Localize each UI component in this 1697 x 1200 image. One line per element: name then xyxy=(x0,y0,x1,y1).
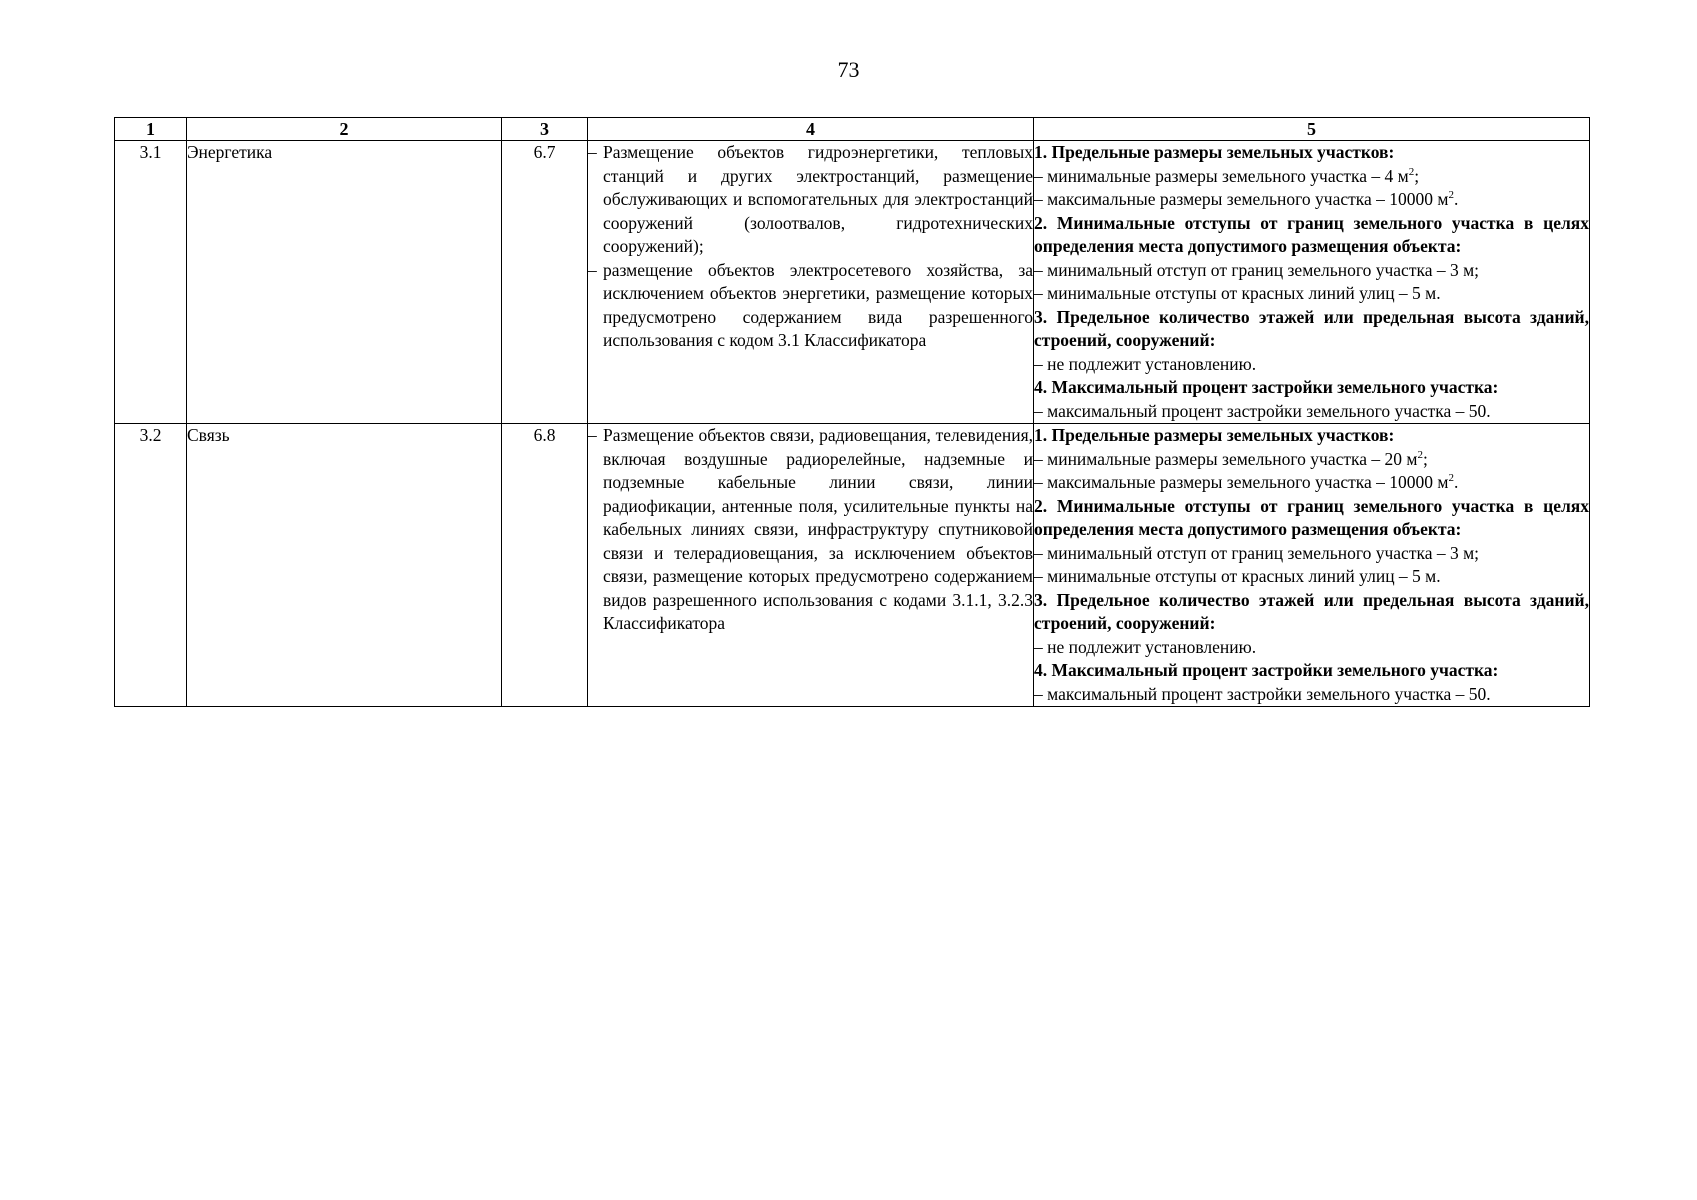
land-use-table xyxy=(114,117,1590,707)
param-heading: 3. Предельное количество этажей или предельная высота зданий, строений, сооружений: xyxy=(1034,589,1589,633)
header-col-3: 3 xyxy=(502,118,588,141)
header-col-4: 4 xyxy=(588,118,1034,141)
description-item: – Размещение объектов гидроэнергетики, тепловых станций и других электростанций, размещение обслуживающих и вспомогательных для электростанций сооружений (золоотвалов, гидротехнических сооружений); xyxy=(588,142,1033,256)
land-use-description xyxy=(588,141,1034,424)
param-line: – максимальные размеры земельного участка – 10000 $м^2$. xyxy=(1034,189,1459,209)
table-row xyxy=(115,424,1590,707)
row-number: 3.2 xyxy=(115,424,187,707)
header-col-5: 5 xyxy=(1034,118,1590,141)
param-heading: 2. Минимальные отступы от границ земельного участка в целях определения места допустимого размещения объекта: xyxy=(1034,212,1589,256)
param-line: – не подлежит установлению. xyxy=(1034,636,1257,657)
param-heading: 1. Предельные размеры земельных участков: xyxy=(1034,142,1395,162)
land-use-name: Энергетика xyxy=(187,141,502,424)
header-col-2: 2 xyxy=(187,118,502,141)
param-heading: 4. Максимальный процент застройки земельного участка: xyxy=(1034,377,1499,397)
param-line: – минимальные размеры земельного участка – 20 $м^2$; xyxy=(1034,448,1428,469)
param-heading: 3. Предельное количество этажей или предельная высота зданий, строений, сооружений: xyxy=(1034,306,1589,350)
param-line: – максимальный процент застройки земельного участка – 50. xyxy=(1034,683,1491,704)
row-number: 3.1 xyxy=(115,141,187,424)
page-number: 73 xyxy=(837,57,860,82)
param-line: – максимальный процент застройки земельного участка – 50. xyxy=(1034,400,1491,421)
param-line: – минимальный отступ от границ земельного участка – 3 м; xyxy=(1034,542,1480,563)
classifier-code: 6.7 xyxy=(502,141,588,424)
param-line: – минимальные отступы от красных линий улиц – 5 м. xyxy=(1034,566,1441,586)
header-col-1: 1 xyxy=(115,118,187,141)
param-line: – не подлежит установлению. xyxy=(1034,353,1257,374)
table-row xyxy=(115,141,1590,424)
description-item: – Размещение объектов связи, радиовещания, телевидения, включая воздушные радиорелейные, надземные и подземные кабельные линии связи, линии радиофикации, антенные поля, усилительные пункты на кабельных линиях связи, инфраструктуру спутниковой связи и телерадиовещания, за исключением объектов связи, размещение которых предусмотрено содержанием видов разрешенного использования с кодами 3.1.1, 3.2.3 Классификатора xyxy=(588,425,1033,633)
land-use-description xyxy=(588,424,1034,707)
description-item: – размещение объектов электросетевого хозяйства, за исключением объектов энергетики, размещение которых предусмотрено содержанием вида разрешенного использования с кодом 3.1 Классификатора xyxy=(588,259,1033,350)
param-heading: 4. Максимальный процент застройки земельного участка: xyxy=(1034,660,1499,680)
param-heading: 2. Минимальные отступы от границ земельного участка в целях определения места допустимого размещения объекта: xyxy=(1034,495,1589,539)
land-use-name: Связь xyxy=(187,424,502,707)
param-line: – максимальные размеры земельного участка – 10000 $м^2$. xyxy=(1034,472,1459,492)
param-line: – минимальный отступ от границ земельного участка – 3 м; xyxy=(1034,259,1480,280)
header-row xyxy=(115,118,1590,141)
permitted-parameters xyxy=(1034,141,1590,424)
param-heading: 1. Предельные размеры земельных участков: xyxy=(1034,425,1395,445)
param-line: – минимальные отступы от красных линий улиц – 5 м. xyxy=(1034,283,1441,303)
permitted-parameters xyxy=(1034,424,1590,707)
classifier-code: 6.8 xyxy=(502,424,588,707)
param-line: – минимальные размеры земельного участка – 4 $м^2$; xyxy=(1034,165,1420,186)
